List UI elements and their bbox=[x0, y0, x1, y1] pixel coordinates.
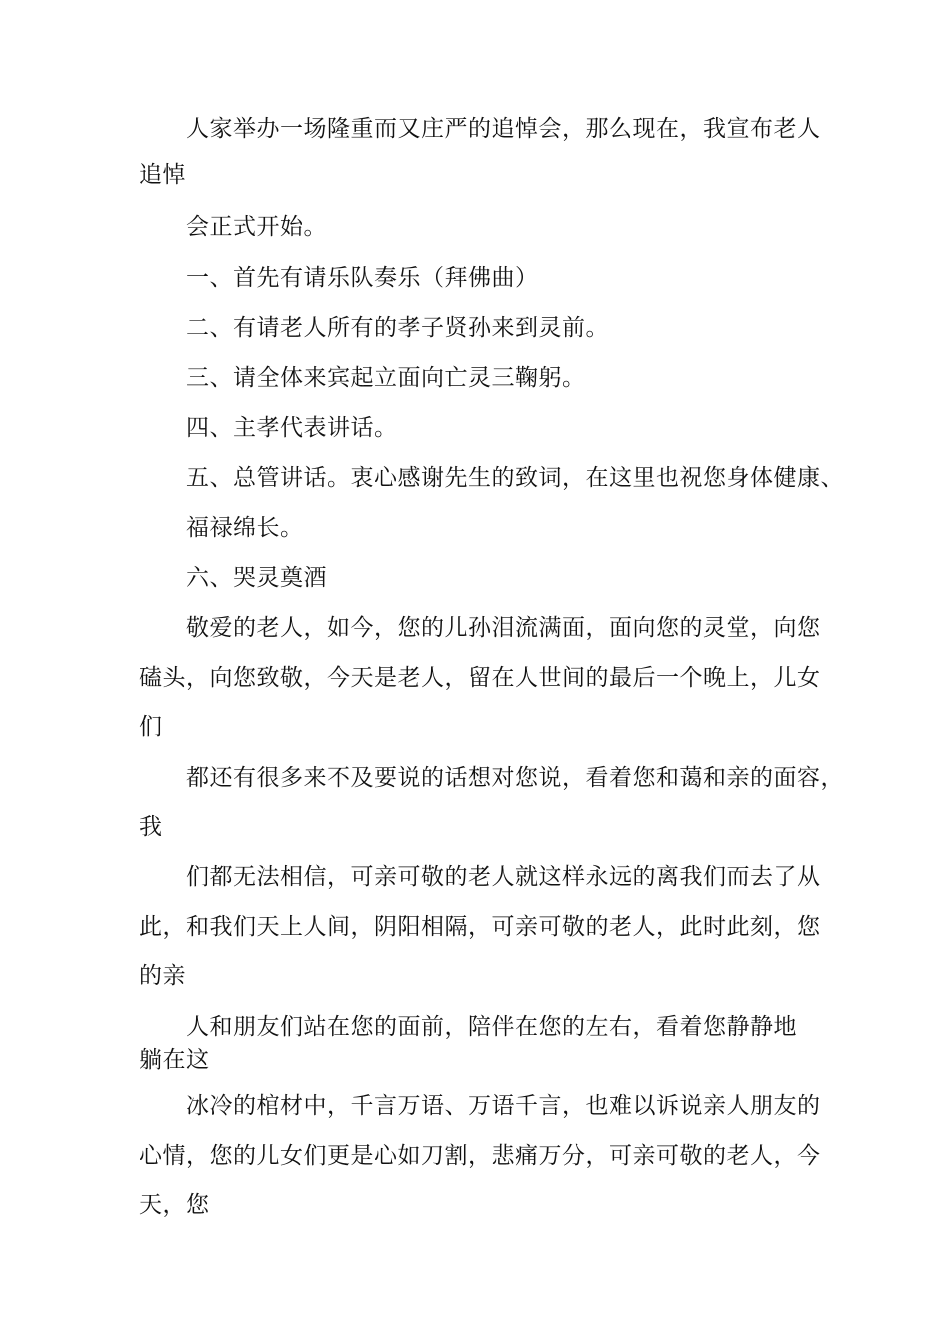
text-line: 福禄绵长。 bbox=[186, 515, 304, 541]
text-line: 的亲 bbox=[139, 963, 186, 989]
text-line: 天，您 bbox=[139, 1192, 210, 1218]
text-line: 心情，您的儿女们更是心如刀割，悲痛万分，可亲可敬的老人，今 bbox=[139, 1143, 821, 1169]
text-line: 磕头，向您致敬，今天是老人，留在人世间的最后一个晚上，儿女 bbox=[139, 665, 821, 691]
text-line: 追悼 bbox=[139, 162, 186, 188]
text-line: 敬爱的老人，如今，您的儿孙泪流满面，面向您的灵堂，向您 bbox=[186, 615, 821, 641]
text-line: 我 bbox=[139, 814, 163, 840]
text-line: 一、首先有请乐队奏乐（拜佛曲） bbox=[186, 265, 539, 291]
text-line: 会正式开始。 bbox=[186, 214, 327, 240]
text-line: 人和朋友们站在您的面前，陪伴在您的左右，看着您静静地 bbox=[186, 1014, 797, 1040]
text-line: 们都无法相信，可亲可敬的老人就这样永远的离我们而去了从 bbox=[186, 864, 821, 890]
text-line: 们 bbox=[139, 714, 163, 740]
text-line: 躺在这 bbox=[139, 1047, 210, 1073]
text-line: 二、有请老人所有的孝子贤孙来到灵前。 bbox=[186, 315, 609, 341]
text-line: 五、总管讲话。衷心感谢先生的致词，在这里也祝您身体健康、 bbox=[186, 465, 844, 491]
text-line: 人家举办一场隆重而又庄严的追悼会，那么现在，我宣布老人 bbox=[186, 116, 821, 142]
text-line: 此，和我们天上人间，阴阳相隔，可亲可敬的老人，此时此刻，您 bbox=[139, 914, 821, 940]
text-line: 三、请全体来宾起立面向亡灵三鞠躬。 bbox=[186, 365, 586, 391]
text-line: 六、哭灵奠酒 bbox=[186, 565, 327, 591]
text-line: 冰冷的棺材中，千言万语、万语千言，也难以诉说亲人朋友的 bbox=[186, 1093, 821, 1119]
text-line: 都还有很多来不及要说的话想对您说，看着您和蔼和亲的面容， bbox=[186, 765, 844, 791]
text-line: 四、主孝代表讲话。 bbox=[186, 415, 398, 441]
